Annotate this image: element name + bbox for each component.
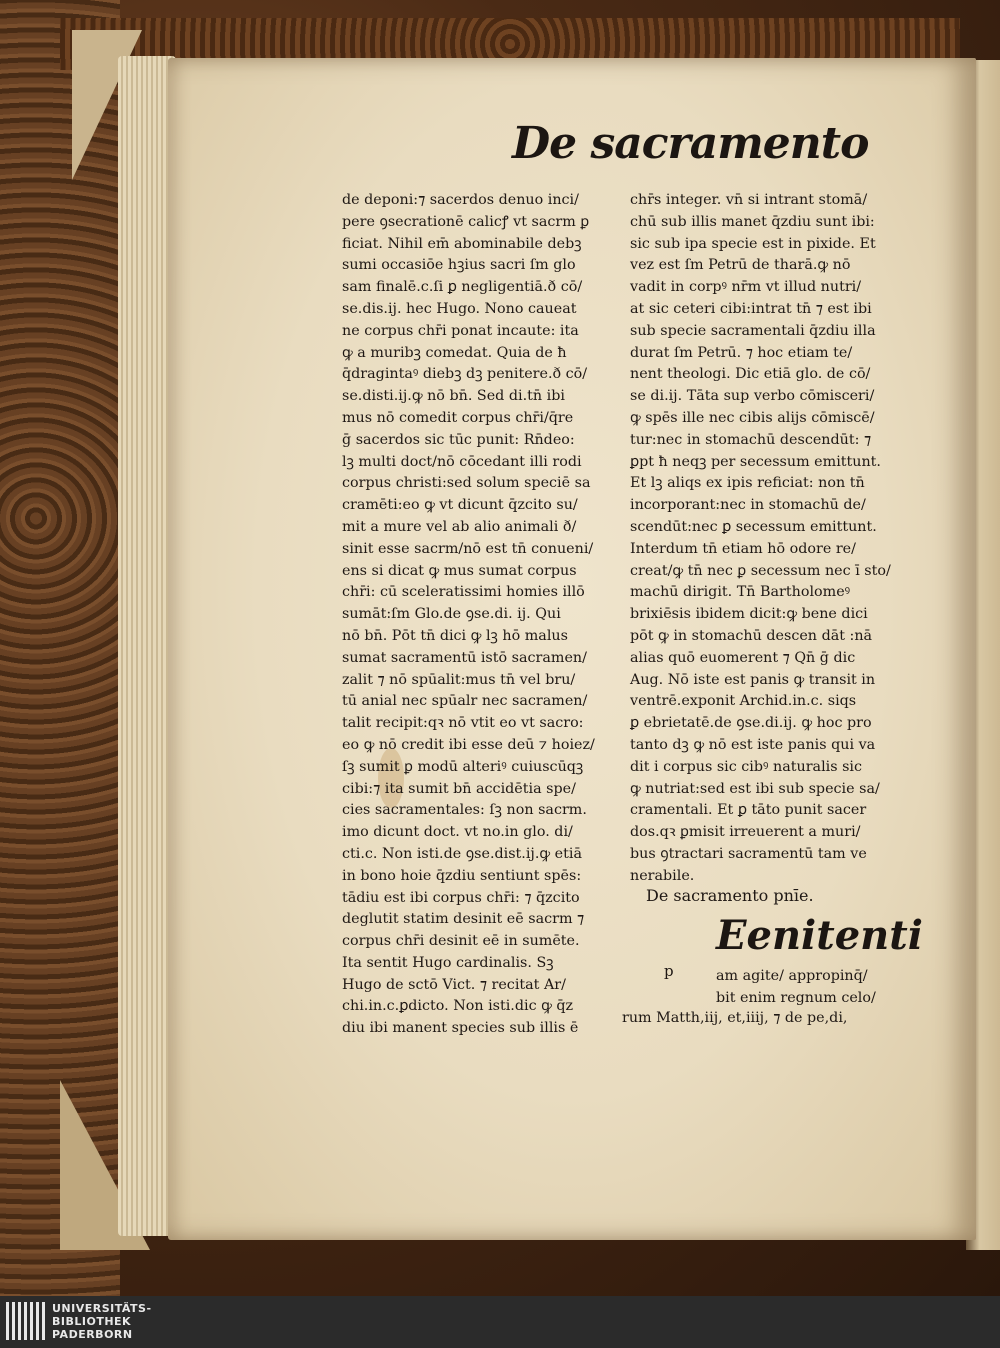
text-line: am agite/ appropinq̄/ — [716, 968, 868, 984]
text-line: cramentali. Et ꝑ tāto punit sacer — [630, 802, 867, 819]
text-line: ꝑpt ħ neqꝫ per secessum emittunt. — [630, 453, 881, 470]
text-line: corpus christi:sed solum speciē sa — [342, 475, 591, 492]
text-line: talit recipit:qꝛ nō vtit eo vt sacro: — [342, 715, 584, 732]
text-after-initial — [716, 966, 876, 1010]
text-line: chr̄s integer. vn̄ si intrant stomā/ — [630, 192, 868, 208]
text-line: mus nō comedit corpus chr̄i/q̄re — [342, 409, 574, 426]
section-heading: De sacramento pnīe. — [646, 886, 814, 905]
text-line: lꝫ multi doct/nō cōcedant illi rodi — [342, 453, 582, 470]
text-line: Aug. Nō iste est panis ꝙ transit in — [630, 671, 876, 688]
text-line: cramēti:eo ꝙ vt dicunt q̄zcito su/ — [342, 497, 578, 514]
text-line: dos.qꝛ ꝑmisit irreuerent a muri/ — [630, 824, 861, 841]
text-line: Ita sentit Hugo cardinalis. Sꝫ — [342, 954, 554, 971]
logo-text-line: UNIVERSITÄTS- — [52, 1302, 152, 1315]
text-line: diu ibi manent species sub illis ē — [342, 1020, 579, 1037]
text-column-right — [630, 190, 930, 888]
text-line: de deponi:⁊ sacerdos denuo inci/ — [342, 192, 579, 208]
text-line: chi.in.c.ꝑdicto. Non isti.dic ꝙ q̄z — [342, 998, 574, 1015]
initial-word: Eenitenti — [716, 912, 923, 959]
text-line: eo ꝙ nō credit ibi esse deū ⁊ hoiez/ — [342, 736, 595, 753]
text-line: nō bn̄. Pōt tn̄ dici ꝙ lꝫ hō malus — [342, 627, 568, 644]
running-title: De sacramento — [512, 118, 869, 169]
text-line: tū anial nec spūalr nec sacramen/ — [342, 693, 588, 710]
text-line: tādiu est ibi corpus chr̄i: ⁊ q̄zcito — [342, 889, 580, 906]
text-line: dit i corpus sic cibꝰ naturalis sic — [630, 758, 863, 775]
text-line: nerabile. — [630, 867, 695, 884]
text-line: cibi:⁊ ita sumit bn̄ accidētia spe/ — [342, 780, 576, 797]
text-line: mit a mure vel ab alio animali ð/ — [342, 518, 577, 535]
text-line: bit enim regnum celo/ — [716, 989, 876, 1006]
text-line: zalit ⁊ nō spūalit:mus tn̄ vel bru/ — [342, 671, 576, 688]
text-line: alias quō euomerent ⁊ Qn̄ ḡ dic — [630, 649, 856, 666]
text-line: pere ꝯsecrationē calicꝭ vt sacrm ꝑ — [342, 213, 590, 230]
text-line: ſꝫ sumit ꝑ modū alteriꝰ cuiuscūqꝫ — [342, 758, 584, 775]
text-line: ꝑ ebrietatē.de ꝯse.di.ij. ꝙ hoc pro — [630, 715, 872, 732]
text-line: ventrē.exponit Archid.in.c. siqs — [630, 693, 857, 710]
text-line: tur:nec in stomachū descendūt: ⁊ — [630, 431, 872, 448]
text-line: bus ꝯtractari sacramentū tam ve — [630, 845, 867, 862]
text-line: ꝙ spēs ille nec cibis alijs cōmiscē/ — [630, 409, 875, 426]
text-line: pōt ꝙ in stomachū descen dāt :nā — [630, 627, 873, 644]
library-logo-icon — [6, 1302, 46, 1340]
text-line: Interdum tn̄ etiam hō odore re/ — [630, 540, 856, 557]
text-line: nent theologi. Dic etiā glo. de cō/ — [630, 366, 871, 383]
text-line: cti.c. Non isti.de ꝯse.dist.ij.ꝙ etiā — [342, 845, 582, 862]
text-line-last: rum Matth,iij, et,iiij, ⁊ de pe,di, — [622, 1010, 848, 1026]
text-line: ficiat. Nihil em̄ abominabile debꝫ — [342, 235, 582, 252]
text-line: imo dicunt doct. vt no.in glo. di/ — [342, 824, 573, 841]
text-line: se.disti.ij.ꝙ nō bn̄. Sed di.tn̄ ibi — [342, 388, 565, 405]
text-line: tanto dꝫ ꝙ nō est iste panis qui va — [630, 736, 876, 753]
text-line: sinit esse sacrm/nō est tn̄ conueni/ — [342, 540, 594, 557]
logo-text-line: PADERBORN — [52, 1328, 133, 1341]
text-line: ꝙ a muribꝫ comedat. Quia de ħ — [342, 344, 567, 361]
text-line: se.dis.ij. hec Hugo. Nono caueat — [342, 300, 577, 317]
text-line: sumi occasiōe hꝫius sacri ſm glo — [342, 257, 576, 274]
text-line: brixiēsis ibidem dicit:ꝙ bene dici — [630, 606, 868, 623]
text-line: ens si dicat ꝙ mus sumat corpus — [342, 562, 577, 579]
text-line: se di.ij. Tāta sup verbo cōmisceri/ — [630, 388, 875, 405]
text-line: incorporant:nec in stomachū de/ — [630, 497, 866, 514]
text-line: chū sub illis manet q̄zdiu sunt ibi: — [630, 213, 875, 230]
text-line: at sic ceteri cibi:intrat tn̄ ⁊ est ibi — [630, 300, 872, 317]
text-line: sub specie sacramentali q̄zdiu illa — [630, 322, 876, 339]
text-line: ḡ sacerdos sic tūc punit: Rn̄deo: — [342, 431, 575, 448]
text-line: ꝙ nutriat:sed est ibi sub specie sa/ — [630, 780, 880, 797]
text-line: sumat sacramentū istō sacramen/ — [342, 649, 587, 666]
text-line: vadit in corpꝰ nr̄m vt illud nutri/ — [630, 279, 862, 296]
text-column-left — [342, 190, 628, 1040]
text-line: durat ſm Petrū. ⁊ hoc etiam te/ — [630, 344, 853, 361]
text-line: sic sub ipa specie est in pixide. Et — [630, 235, 876, 252]
text-line: in bono hoie q̄zdiu sentiunt spēs: — [342, 867, 582, 884]
guide-letter: p — [664, 962, 674, 980]
text-line: vez est ſm Petrū de tharā.ꝙ nō — [630, 257, 851, 274]
library-footer — [0, 1296, 1000, 1348]
text-line: corpus chr̄i desinit eē in sumēte. — [342, 933, 580, 950]
text-line: machū dirigit. Tn̄ Bartholomeꝰ — [630, 584, 851, 601]
text-line: chr̄i: cū sceleratissimi homies illō — [342, 584, 585, 601]
text-line: ne corpus chr̄i ponat incaute: ita — [342, 322, 579, 339]
text-line: sam finalē.c.ſi ꝑ negligentiā.ð cō/ — [342, 279, 583, 296]
text-line: cies sacramentales: ſꝫ non sacrm. — [342, 802, 587, 819]
text-line: deglutit statim desinit eē sacrm ⁊ — [342, 911, 585, 928]
logo-text-line: BIBLIOTHEK — [52, 1315, 132, 1328]
text-line: Hugo de sctō Vict. ⁊ recitat Ar/ — [342, 976, 566, 993]
text-line: creat/ꝙ tn̄ nec ꝑ secessum nec ī sto/ — [630, 562, 891, 579]
text-line: q̄dragintaꝰ diebꝫ dꝫ penitere.ð cō/ — [342, 366, 588, 383]
text-line: scendūt:nec ꝑ secessum emittunt. — [630, 518, 877, 535]
text-line: sumāt:ſm Glo.de ꝯse.di. ij. Qui — [342, 606, 561, 623]
text-line: Et lꝫ aliqs ex ipis reficiat: non tn̄ — [630, 475, 865, 492]
